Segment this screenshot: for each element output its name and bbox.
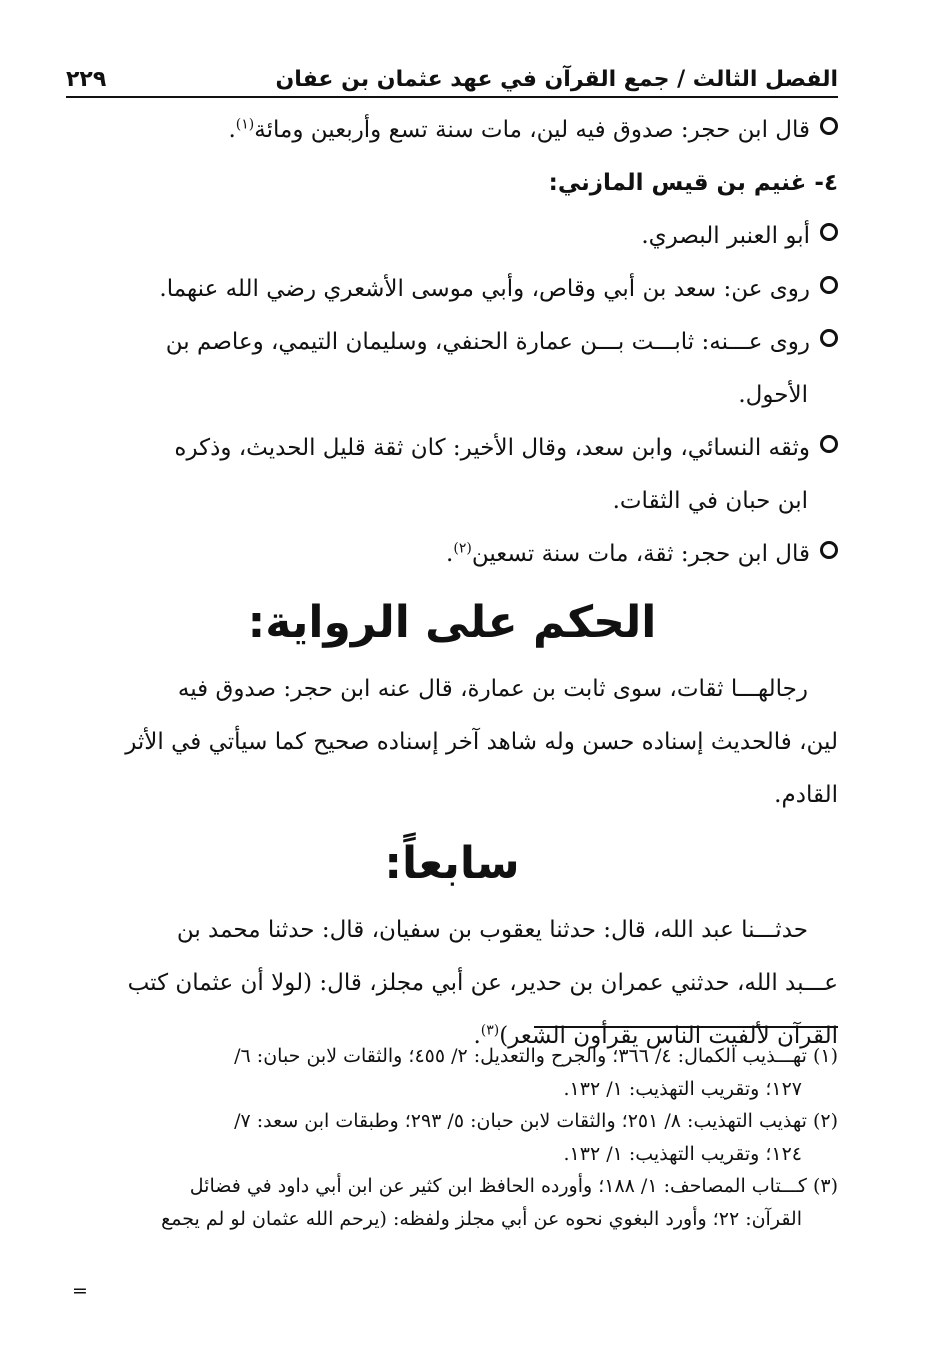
footnote-continuation: ١٢٤؛ وتقريب التهذيب: ١/ ١٣٢. <box>563 1143 802 1165</box>
footnote-text: تهذيب التهذيب: ٨/ ٢٥١؛ والثقات لابن حبان: ٥/ ٢٩٣؛ وطبقات ابن سعد: ٧/ <box>234 1110 807 1132</box>
running-title: الفصل الثالث / جمع القرآن في عهد عثمان بن عفان <box>275 67 838 92</box>
list-item <box>66 210 838 263</box>
paragraph-line: عـــبد الله، حدثني عمران بن حدير، عن أبي مجلز، قال: (لولا أن عثمان كتب <box>127 970 838 996</box>
item-continuation: الأحول. <box>738 382 808 408</box>
line-text: القرآن لألفيت الناس يقرأون الشعر) <box>499 1023 838 1049</box>
circle-bullet-icon <box>820 541 838 559</box>
footnote <box>66 1170 838 1202</box>
circle-bullet-icon <box>820 117 838 135</box>
item-end: . <box>228 117 236 143</box>
circle-bullet-icon <box>820 223 838 241</box>
list-item <box>66 263 838 316</box>
footnote-ref[interactable]: (٢) <box>453 540 472 557</box>
footnote-continuation: ١٢٧؛ وتقريب التهذيب: ١/ ١٣٢. <box>563 1078 802 1100</box>
footnote-ref[interactable]: (١) <box>235 116 255 133</box>
footnote-separator <box>534 1026 838 1028</box>
section-title: سابعاً: <box>384 838 520 889</box>
item-text: روى عن: سعد بن أبي وقاص، وأبي موسى الأشعري رضي الله عنهما. <box>159 276 810 302</box>
footnote-ref[interactable]: (٣) <box>480 1022 500 1039</box>
page-number: ٢٢٩ <box>66 67 107 92</box>
list-item <box>66 422 838 475</box>
item-continuation: ابن حبان في الثقات. <box>612 488 808 514</box>
footnote-number: (٢) <box>812 1110 838 1132</box>
main-text <box>66 104 838 1063</box>
footnote-text: كـــتاب المصاحف: ١/ ١٨٨؛ وأورده الحافظ ابن كثير عن ابن أبي داود في فضائل <box>189 1175 807 1197</box>
circle-bullet-icon <box>820 435 838 453</box>
circle-bullet-icon <box>820 329 838 347</box>
footnote <box>66 1105 838 1137</box>
page-header <box>66 52 838 98</box>
item-text: أبو العنبر البصري. <box>641 223 810 249</box>
footnote-number: (١) <box>812 1045 838 1067</box>
paragraph-line: حدثـــنا عبد الله، قال: حدثنا يعقوب بن سفيان، قال: حدثنا محمد بن <box>176 917 808 943</box>
item-text: قال ابن حجر: ثقة، مات سنة تسعين <box>471 541 810 567</box>
footnote <box>66 1040 838 1072</box>
paragraph-line: القادم. <box>774 782 838 808</box>
item-text: قال ابن حجر: صدوق فيه لين، مات سنة تسع وأربعين ومائة <box>254 117 810 143</box>
item-end: . <box>446 541 454 567</box>
circle-bullet-icon <box>820 276 838 294</box>
paragraph-line: رجالهـــا ثقات، سوى ثابت بن عمارة، قال عنه ابن حجر: صدوق فيه <box>177 676 808 702</box>
footnote-text: تهـــذيب الكمال: ٤/ ٣٦٦؛ والجرح والتعديل: ٢/ ٤٥٥؛ والثقات لابن حبان: ٦/ <box>234 1045 807 1067</box>
footnotes <box>66 1040 838 1235</box>
section-title: الحكم على الرواية: <box>247 597 657 648</box>
list-item <box>66 528 838 581</box>
line-end: . <box>473 1023 481 1049</box>
footnote-number: (٣) <box>812 1175 838 1197</box>
continuation-mark: = <box>72 1280 88 1302</box>
narrator-heading: ٤- غنيم بن قيس المازني: <box>548 170 838 196</box>
footnote-continuation: القرآن: ٢٢؛ وأورد البغوي نحوه عن أبي مجلز ولفظه: (يرحم الله عثمان لو لم يجمع <box>161 1208 802 1230</box>
paragraph-line: لين، فالحديث إسناده حسن وله شاهد آخر إسناده صحيح كما سيأتي في الأثر <box>125 729 838 755</box>
item-text: وثقه النسائي، وابن سعد، وقال الأخير: كان ثقة قليل الحديث، وذكره <box>174 435 810 461</box>
list-item <box>66 316 838 369</box>
item-text: روى عـــنه: ثابـــت بـــن عمارة الحنفي، وسليمان التيمي، وعاصم بن <box>165 329 810 355</box>
list-item <box>66 104 838 157</box>
